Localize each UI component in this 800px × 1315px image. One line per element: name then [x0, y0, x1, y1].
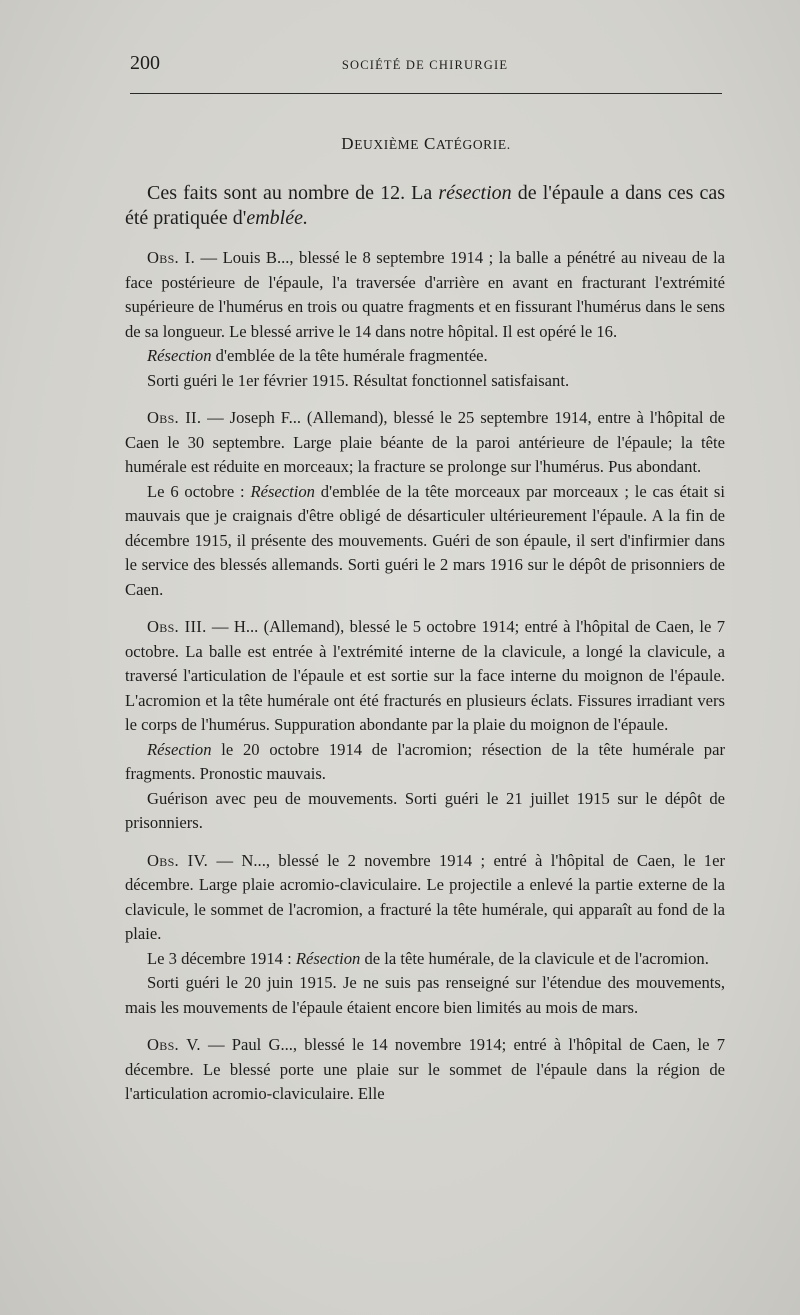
- obs-1-outcome: Sorti guéri le 1er février 1915. Résultat fonctionnel satisfaisant.: [147, 370, 570, 390]
- obs-3-resection-text: le 20 octobre 1914 de l'acromion; résection de la tête humérale par fragments. Pronostic mauvais.: [125, 739, 725, 783]
- page-header: [128, 52, 722, 80]
- obs-4-resection-text: de la tête humérale, de la clavicule et de l'acromion.: [360, 948, 709, 968]
- obs-1-resection-label: Résection: [147, 346, 212, 365]
- obs-1-paragraph: [125, 246, 725, 344]
- obs-5-text: — Paul G..., blessé le 14 novembre 1914; entré à l'hôpital de Caen, le 7 décembre. Le blessé porte une plaie sur le sommet de l'épaule dans la région de l'articulation acromio-claviculaire. Elle: [125, 1035, 725, 1103]
- obs-4-text: — N..., blessé le 2 novembre 1914 ; entré à l'hôpital de Caen, le 1er décembre. Large plaie acromio-claviculaire. Le projectile a enlevé la partie externe de la clavicule, le sommet de l'acromion, a fracturé la tête humérale, qui apparaît au fond de la plaie.: [125, 850, 725, 943]
- obs-2-label: Obs. II.: [147, 408, 202, 427]
- title-word2-rest: ATÉGORIE.: [435, 137, 511, 152]
- obs-4-outcome: Sorti guéri le 20 juin 1915. Je ne suis pas renseigné sur l'étendue des mouvements, mais les mouvements de l'épaule étaient encore bien limités au mois de mars.: [125, 973, 725, 1017]
- section-title: [130, 134, 722, 154]
- obs-3-text: — H... (Allemand), blessé le 5 octobre 1914; entré à l'hôpital de Caen, le 7 octobre. La balle est entrée à l'extrémité interne de la clavicule, a longé la clavicule, a traversé l'articulation de l'épaule et est sortie sur la face interne du moignon de l'épaule. L'acromion et la tête humérale ont été fracturés en plusieurs éclats. Fissures irradiant vers le corps de l'humérus. Suppuration abondante par la plaie du moignon de l'épaule.: [125, 617, 725, 734]
- intro-italic: résection: [438, 182, 512, 204]
- obs-4-resection: [125, 947, 725, 972]
- obs-2-text: — Joseph F... (Allemand), blessé le 25 septembre 1914, entre à l'hôpital de Caen le 30 septembre. Large plaie béante de la paroi antérieure de l'épaule; la tête humérale est réduite en morceaux; la fracture se prolonge sur l'humérus. Pus abondant.: [125, 408, 725, 476]
- title-rest: EUXIÈME: [354, 137, 420, 152]
- obs-2-resection: [125, 480, 725, 603]
- obs-2-date: Le 6 octobre :: [147, 481, 251, 501]
- intro-text-a: Ces faits sont au nombre de 12. La: [147, 182, 439, 204]
- obs-2-resection-text: d'emblée de la tête morceaux par morceaux ; le cas était si mauvais que je craignais d'être obligé de désarticuler ultérieurement l'épaule. A la fin de décembre 1915, il présente des mouvements. Guéri de son épaule, il sert d'infirmier dans le service des blessés allemands. Sorti guéri le 2 mars 1916 sur le dépôt de prisonniers de Caen.: [125, 481, 726, 599]
- observations-body: [125, 246, 725, 1107]
- obs-4-label: Obs. IV.: [147, 850, 209, 870]
- obs-4-date: Le 3 décembre 1914 :: [147, 948, 296, 968]
- intro-italic-2: emblée.: [246, 207, 308, 229]
- obs-3-outcome: Guérison avec peu de mouvements. Sorti guéri le 21 juillet 1915 sur le dépôt de prisonniers.: [125, 788, 725, 832]
- obs-5-paragraph: [125, 1033, 725, 1107]
- obs-5-label: Obs. V.: [147, 1035, 201, 1054]
- obs-3-label: Obs. III.: [147, 617, 207, 636]
- obs-1-label: Obs. I.: [147, 248, 196, 267]
- obs-3-paragraph: [125, 615, 725, 738]
- obs-3-resection-label: Résection: [147, 739, 212, 759]
- title-word2-initial: C: [423, 134, 436, 153]
- intro-text-b: de l'épaule a dans ces cas été pratiquée d': [125, 182, 725, 229]
- title-initial: D: [341, 134, 355, 153]
- obs-1-resection: [125, 344, 725, 369]
- obs-4-resection-label: Résection: [295, 948, 361, 968]
- obs-2-resection-label: Résection: [250, 481, 315, 501]
- obs-1-resection-text: d'emblée de la tête humérale fragmentée.: [211, 346, 488, 365]
- page-number: 200: [130, 52, 160, 74]
- obs-2-paragraph: [125, 406, 725, 480]
- obs-4-paragraph: [125, 849, 725, 947]
- obs-1-text: — Louis B..., blessé le 8 septembre 1914 ; la balle a pénétré au niveau de la face postérieure de l'épaule, l'a traversée d'arrière en avant en fracturant l'extrémité supérieure de l'humérus en trois ou quatre fragments et en fissurant l'humérus dans le sens de sa longueur. Le blessé arrive le 14 dans notre hôpital. Il est opéré le 16.: [125, 248, 725, 341]
- obs-3-resection: [125, 738, 725, 787]
- running-head: SOCIÉTÉ DE CHIRURGIE: [341, 58, 509, 72]
- header-rule: [130, 93, 722, 94]
- intro-paragraph: [125, 181, 725, 231]
